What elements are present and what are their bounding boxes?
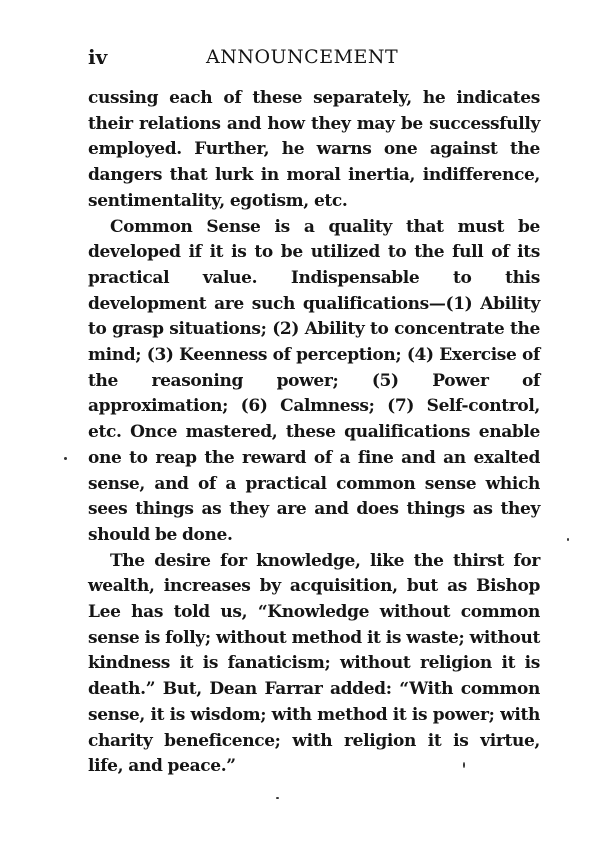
paragraph-common-sense: Common Sense is a quality that must be developed if it is to be utilized to the full of its practical value. Indispensable to this development are such qualifications—(1) Ability to grasp situations; (2) Ability to concentrate the mind; (3) Keenness of perception; (4) Exercise of the reasoning power; (5) Power of approximation; (6) Calmness; (7) Self-control, etc. Once mastered, these qualifications enable one to reap the reward of a fine and an exalted sense, and of a practical common sense which sees things as they are and does things as they should be done. — [88, 216, 540, 545]
scan-speck — [276, 797, 279, 799]
paragraph-desire-for-knowledge: The desire for knowledge, like the thirst for wealth, increases by acquisition, but as Bishop Lee has told us, “Knowledge without common sense is folly; without method it is waste; without kindness it is fanaticism; without religion it is death.” But, Dean Farrar added: “With common sense, it is wisdom; with method it is power; with charity beneficence; with religion it is virtue, life, and peace.” — [88, 550, 540, 777]
page-number: iv — [88, 45, 108, 69]
scan-speck — [463, 762, 465, 768]
scan-speck — [64, 457, 67, 460]
paragraph-continued: cussing each of these separately, he indicates their relations and how they may be successfully employed. Further, he warns one against the dangers that lurk in moral inertia, indifference, sentimentality, egotism, etc. — [88, 88, 540, 211]
page-header — [88, 40, 540, 74]
body-text — [88, 86, 540, 780]
scan-speck — [567, 538, 569, 541]
running-title: ANNOUNCEMENT — [206, 46, 399, 68]
